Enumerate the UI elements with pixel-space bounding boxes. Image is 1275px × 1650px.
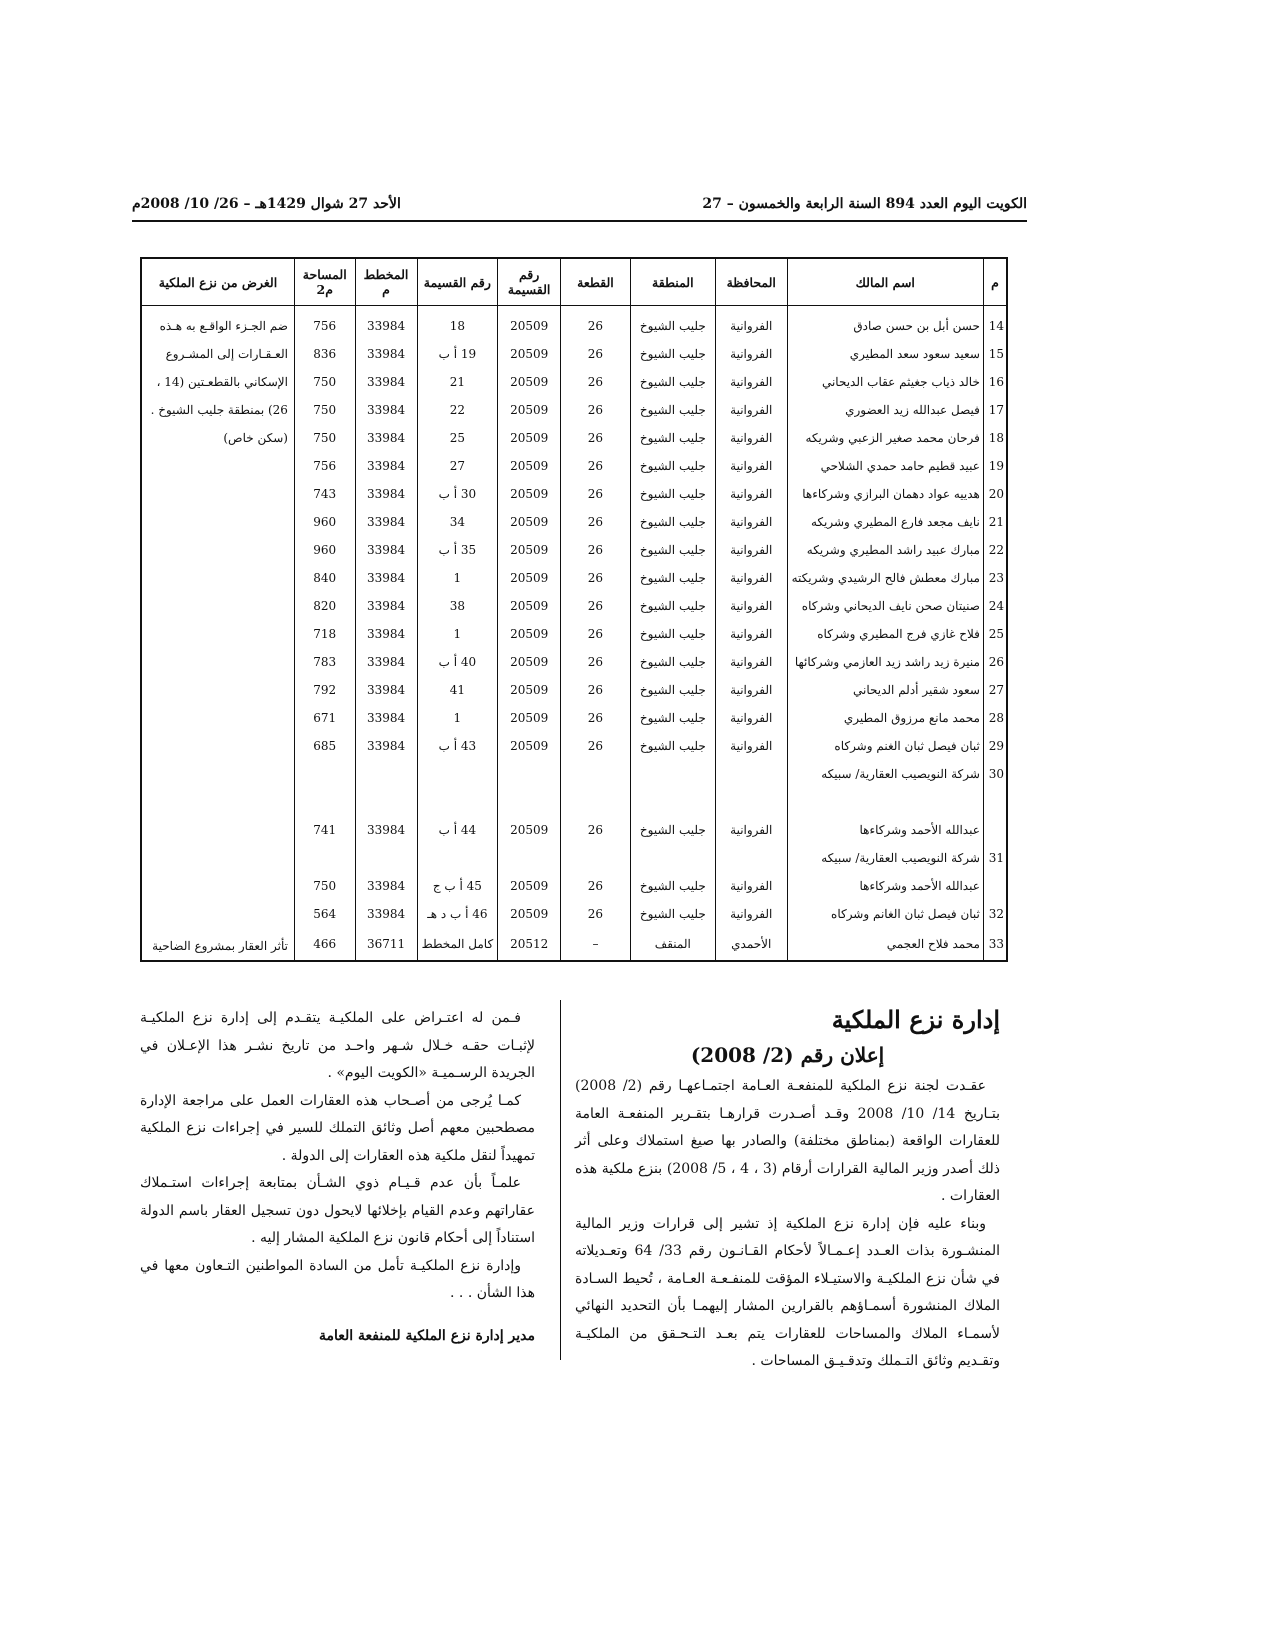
owner-name: منيرة زيد راشد زيد العازمي وشركائها	[787, 648, 983, 676]
col-header-space: المساحة م2	[294, 258, 355, 306]
owner-name: سعيد سعود سعد المطيري	[787, 340, 983, 368]
block: 26	[561, 620, 631, 648]
owner-name: مبارك معطش فالح الرشيدي وشريكته	[787, 564, 983, 592]
plot-number: 22	[417, 396, 498, 424]
row-index	[983, 872, 1007, 900]
owner-name: فيصل عبدالله زيد العضوري	[787, 396, 983, 424]
voucher-number: 20509	[498, 592, 561, 620]
space-m2: 840	[294, 564, 355, 592]
row-index: 25	[983, 620, 1007, 648]
governorate	[715, 760, 787, 788]
block: 26	[561, 872, 631, 900]
row-index: 16	[983, 368, 1007, 396]
area: جليب الشيوخ	[630, 620, 715, 648]
owners-table-body	[141, 306, 1007, 962]
col-header-block: القطعة	[561, 258, 631, 306]
voucher-number	[498, 844, 561, 872]
governorate: الفروانية	[715, 480, 787, 508]
voucher-number: 20509	[498, 676, 561, 704]
governorate: الفروانية	[715, 704, 787, 732]
owner-name: ثبان فيصل ثبان الغنم وشركاه	[787, 732, 983, 760]
governorate: الفروانية	[715, 816, 787, 844]
governorate: الفروانية	[715, 452, 787, 480]
notice-paragraph-2: وبناء عليه فإن إدارة نزع الملكية إذ تشير إلى قرارات وزير المالية المنشـورة بذات العـدد إعـمـالاً لأحكام القـانـون رقم 33/ 64 وتعـديلاته في شأن نزع الملكيـة والاستيـلاء المؤقت للمنفـعـة العـامة ، تُحيط السـادة الملاك المنشورة أسمـاؤهم بالقرارين المشار إليهمـا بأن التحديد النهائي لأسمـاء الملاك والمساحات للعقارات يتم بعـد التـحـقق من الملكيـة وتقـديم وثائق التـملك وتدقـيـق المساحات .	[575, 1215, 1000, 1369]
voucher-number: 20509	[498, 424, 561, 452]
notice-left-column	[140, 1005, 535, 1344]
plot-number: 41	[417, 676, 498, 704]
block: 26	[561, 452, 631, 480]
plot-number: 30 أ ب	[417, 480, 498, 508]
plan-number: 33984	[355, 872, 417, 900]
plan-number: 33984	[355, 620, 417, 648]
block: 26	[561, 592, 631, 620]
row-index	[983, 816, 1007, 844]
owner-name: محمد مانع مرزوق المطيري	[787, 704, 983, 732]
space-m2: 743	[294, 480, 355, 508]
owner-name: فرحان محمد صغير الزعبي وشريكه	[787, 424, 983, 452]
col-header-plot: رقم القسيمة	[417, 258, 498, 306]
area: جليب الشيوخ	[630, 732, 715, 760]
space-m2	[294, 788, 355, 816]
row-index: 30	[983, 760, 1007, 788]
owner-name: هدييه عواد دهمان البرازي وشركاءها	[787, 480, 983, 508]
block: 26	[561, 676, 631, 704]
row-index: 23	[983, 564, 1007, 592]
row-index: 20	[983, 480, 1007, 508]
voucher-number: 20509	[498, 564, 561, 592]
block: 26	[561, 396, 631, 424]
plan-number: 33984	[355, 536, 417, 564]
plan-number: 36711	[355, 928, 417, 961]
expropriation-purpose: ضم الجـزء الواقـع به هـذه العـقـارات إلى المشـروع الإسكاني بالقطعـتين (14 ، 26) بمنطقة جليب الشيوخ . (سكن خاص)	[141, 306, 294, 929]
owner-name: صنيتان صحن نايف الديحاني وشركاه	[787, 592, 983, 620]
owner-name: محمد فلاح العجمي	[787, 928, 983, 961]
space-m2: 960	[294, 536, 355, 564]
owner-name: شركة النويصيب العقارية/ سبيكه	[787, 844, 983, 872]
governorate: الفروانية	[715, 340, 787, 368]
space-m2	[294, 844, 355, 872]
plan-number: 33984	[355, 396, 417, 424]
governorate: الفروانية	[715, 732, 787, 760]
plan-number: 33984	[355, 732, 417, 760]
voucher-number	[498, 760, 561, 788]
governorate: الفروانية	[715, 900, 787, 928]
plot-number: 21	[417, 368, 498, 396]
col-header-index: م	[983, 258, 1007, 306]
page-header	[132, 196, 1027, 222]
governorate: الفروانية	[715, 564, 787, 592]
table-header-row	[141, 258, 1007, 306]
block: 26	[561, 536, 631, 564]
row-index: 19	[983, 452, 1007, 480]
plan-number: 33984	[355, 592, 417, 620]
block: 26	[561, 564, 631, 592]
governorate: الفروانية	[715, 620, 787, 648]
voucher-number: 20509	[498, 620, 561, 648]
plot-number: 45 أ ب ج	[417, 872, 498, 900]
plot-number: كامل المخطط	[417, 928, 498, 961]
owner-name: حسن أبل بن حسن صادق	[787, 306, 983, 341]
block: 26	[561, 508, 631, 536]
row-index: 21	[983, 508, 1007, 536]
plot-number: 18	[417, 306, 498, 341]
block: –	[561, 928, 631, 961]
space-m2: 741	[294, 816, 355, 844]
block: 26	[561, 704, 631, 732]
area: جليب الشيوخ	[630, 676, 715, 704]
area: جليب الشيوخ	[630, 508, 715, 536]
col-header-governorate: المحافظة	[715, 258, 787, 306]
col-header-owner: اسم المالك	[787, 258, 983, 306]
header-gazette-issue: الكويت اليوم العدد 894 السنة الرابعة والخمسون – 27	[702, 196, 1027, 212]
plot-number: 19 أ ب	[417, 340, 498, 368]
space-m2: 750	[294, 368, 355, 396]
area	[630, 760, 715, 788]
plan-number: 33984	[355, 648, 417, 676]
space-m2: 960	[294, 508, 355, 536]
voucher-number: 20509	[498, 536, 561, 564]
plot-number: 40 أ ب	[417, 648, 498, 676]
governorate: الفروانية	[715, 872, 787, 900]
voucher-number: 20509	[498, 508, 561, 536]
area: جليب الشيوخ	[630, 704, 715, 732]
block: 26	[561, 368, 631, 396]
area: جليب الشيوخ	[630, 536, 715, 564]
voucher-number: 20509	[498, 480, 561, 508]
owner-name: نايف مجعد فارع المطيري وشريكه	[787, 508, 983, 536]
voucher-number: 20509	[498, 306, 561, 341]
plan-number: 33984	[355, 508, 417, 536]
voucher-number: 20509	[498, 396, 561, 424]
voucher-number: 20509	[498, 872, 561, 900]
row-index: 15	[983, 340, 1007, 368]
row-index: 31	[983, 844, 1007, 872]
voucher-number: 20509	[498, 816, 561, 844]
notice-paragraph-1: عقـدت لجنة نزع الملكية للمنفعـة العـامة اجتمـاعهـا رقم (2/ 2008) بتـاريخ 14/ 10/ 2008 وقـد أصـدرت قرارهـا بتقـرير المنفعـة العامة للعقارات الواقعة (بمناطق مختلفة) والصادر بها صيغ استملاك وعلى أثر ذلك أصدر وزير المالية القرارات أرقام (3 ، 4 ، 5/ 2008) بنزع ملكية هذه العقارات .	[575, 1078, 1001, 1204]
space-m2: 750	[294, 872, 355, 900]
governorate: الفروانية	[715, 592, 787, 620]
space-m2: 750	[294, 396, 355, 424]
block: 26	[561, 648, 631, 676]
space-m2: 750	[294, 424, 355, 452]
plan-number: 33984	[355, 816, 417, 844]
governorate: الفروانية	[715, 306, 787, 341]
owners-table	[140, 257, 1008, 962]
area	[630, 788, 715, 816]
owner-name: عبدالله الأحمد وشركاءها	[787, 816, 983, 844]
expropriation-purpose-last: تأثر العقار بمشروع الضاحية	[141, 928, 294, 961]
area: جليب الشيوخ	[630, 306, 715, 341]
plot-number: 1	[417, 564, 498, 592]
voucher-number: 20512	[498, 928, 561, 961]
row-index: 22	[983, 536, 1007, 564]
plan-number: 33984	[355, 306, 417, 341]
row-index: 18	[983, 424, 1007, 452]
space-m2: 671	[294, 704, 355, 732]
governorate: الفروانية	[715, 396, 787, 424]
notice-paragraph-6: وإدارة نزع الملكيـة تأمل من السادة المواطنين التـعاون معها في هذا الشأن . . .	[140, 1257, 535, 1301]
owner-name: شركة النويصيب العقارية/ سبيكه	[787, 760, 983, 788]
plan-number	[355, 844, 417, 872]
plan-number: 33984	[355, 676, 417, 704]
voucher-number: 20509	[498, 704, 561, 732]
row-index: 14	[983, 306, 1007, 341]
block	[561, 788, 631, 816]
table-row	[141, 928, 1007, 961]
plot-number: 25	[417, 424, 498, 452]
governorate: الأحمدي	[715, 928, 787, 961]
plan-number: 33984	[355, 368, 417, 396]
block: 26	[561, 816, 631, 844]
space-m2: 836	[294, 340, 355, 368]
area: جليب الشيوخ	[630, 564, 715, 592]
plot-number: 38	[417, 592, 498, 620]
plot-number: 27	[417, 452, 498, 480]
plot-number: 44 أ ب	[417, 816, 498, 844]
row-index: 27	[983, 676, 1007, 704]
block	[561, 844, 631, 872]
col-header-plan: المخطط م	[355, 258, 417, 306]
block: 26	[561, 480, 631, 508]
plan-number: 33984	[355, 900, 417, 928]
voucher-number: 20509	[498, 340, 561, 368]
table-row	[141, 306, 1007, 341]
space-m2: 820	[294, 592, 355, 620]
notice-number: إعلان رقم (2/ 2008)	[690, 1043, 885, 1067]
area: جليب الشيوخ	[630, 396, 715, 424]
governorate: الفروانية	[715, 648, 787, 676]
area: جليب الشيوخ	[630, 592, 715, 620]
plot-number	[417, 760, 498, 788]
block	[561, 760, 631, 788]
governorate: الفروانية	[715, 508, 787, 536]
row-index: 26	[983, 648, 1007, 676]
row-index: 28	[983, 704, 1007, 732]
row-index: 17	[983, 396, 1007, 424]
plot-number: 34	[417, 508, 498, 536]
governorate	[715, 788, 787, 816]
row-index: 24	[983, 592, 1007, 620]
plot-number	[417, 788, 498, 816]
signature: مدير إدارة نزع الملكية للمنفعة العامة	[318, 1327, 535, 1344]
voucher-number	[498, 788, 561, 816]
space-m2: 718	[294, 620, 355, 648]
area: جليب الشيوخ	[630, 340, 715, 368]
plot-number: 1	[417, 704, 498, 732]
area: جليب الشيوخ	[630, 648, 715, 676]
owner-name: عبدالله الأحمد وشركاءها	[787, 872, 983, 900]
owner-name: خالد ذياب جغيثم عقاب الديحاني	[787, 368, 983, 396]
voucher-number: 20509	[498, 452, 561, 480]
area: جليب الشيوخ	[630, 816, 715, 844]
row-index	[983, 788, 1007, 816]
area: جليب الشيوخ	[630, 424, 715, 452]
plan-number: 33984	[355, 340, 417, 368]
plan-number: 33984	[355, 480, 417, 508]
header-date: الأحد 27 شوال 1429هـ – 26/ 10/ 2008م	[132, 196, 401, 212]
space-m2: 792	[294, 676, 355, 704]
owner-name: فلاح غازي فرج المطيري وشركاه	[787, 620, 983, 648]
space-m2: 783	[294, 648, 355, 676]
block: 26	[561, 340, 631, 368]
area: المنقف	[630, 928, 715, 961]
area: جليب الشيوخ	[630, 452, 715, 480]
space-m2: 564	[294, 900, 355, 928]
plot-number: 46 أ ب د هـ	[417, 900, 498, 928]
notice-paragraph-5: علمـاً بأن عدم قـيـام ذوي الشـأن بمتابعة إجراءات استـملاك عقاراتهم وعدم القيام بإخلائها لايحول دون تسجيل العقار باسم الدولة استناداً إلى أحكام قانون نزع الملكية المشار إليه .	[140, 1175, 535, 1246]
plan-number: 33984	[355, 452, 417, 480]
notice-right-column	[575, 1005, 1000, 1376]
owner-name: سعود شقير أدلم الديحاني	[787, 676, 983, 704]
block: 26	[561, 900, 631, 928]
col-header-voucher: رقم القسيمة	[498, 258, 561, 306]
owner-name: مبارك عبيد راشد المطيري وشريكه	[787, 536, 983, 564]
space-m2: 756	[294, 306, 355, 341]
plot-number: 1	[417, 620, 498, 648]
plan-number: 33984	[355, 424, 417, 452]
section-title: إدارة نزع الملكية	[831, 1005, 1000, 1034]
governorate: الفروانية	[715, 676, 787, 704]
plot-number: 43 أ ب	[417, 732, 498, 760]
col-header-purpose: الغرض من نزع الملكية	[141, 258, 294, 306]
area	[630, 844, 715, 872]
governorate	[715, 844, 787, 872]
notice-paragraph-4: كمـا يُرجى من أصـحاب هذه العقارات العمل على مراجعة الإدارة مصطحبين معهم أصل وثائق التملك للسير في إجراءات نزع الملكية تمهيداً لنقل ملكية هذه العقارات إلى الدولة .	[140, 1092, 535, 1164]
governorate: الفروانية	[715, 368, 787, 396]
owner-name	[787, 788, 983, 816]
space-m2: 756	[294, 452, 355, 480]
space-m2: 466	[294, 928, 355, 961]
owner-name: ثبان فيصل ثبان الغانم وشركاه	[787, 900, 983, 928]
area: جليب الشيوخ	[630, 900, 715, 928]
governorate: الفروانية	[715, 424, 787, 452]
plot-number: 35 أ ب	[417, 536, 498, 564]
plan-number: 33984	[355, 704, 417, 732]
area: جليب الشيوخ	[630, 872, 715, 900]
plan-number	[355, 788, 417, 816]
block: 26	[561, 306, 631, 341]
row-index: 29	[983, 732, 1007, 760]
voucher-number: 20509	[498, 648, 561, 676]
voucher-number: 20509	[498, 900, 561, 928]
owner-name: عبيد قطيم حامد حمدي الشلاحي	[787, 452, 983, 480]
space-m2: 685	[294, 732, 355, 760]
area: جليب الشيوخ	[630, 480, 715, 508]
column-divider	[560, 1000, 561, 1360]
plot-number	[417, 844, 498, 872]
plan-number	[355, 760, 417, 788]
block: 26	[561, 424, 631, 452]
col-header-area: المنطقة	[630, 258, 715, 306]
plan-number: 33984	[355, 564, 417, 592]
row-index: 33	[983, 928, 1007, 961]
area: جليب الشيوخ	[630, 368, 715, 396]
voucher-number: 20509	[498, 368, 561, 396]
row-index: 32	[983, 900, 1007, 928]
governorate: الفروانية	[715, 536, 787, 564]
space-m2	[294, 760, 355, 788]
notice-paragraph-3: فـمن له اعتـراض على الملكيـة يتقـدم إلى إدارة نزع الملكيـة لإثبـات حقـه خـلال شـهر واحـد من تاريخ نشـر هذا الإعـلان في الجريدة الرسـميـة «الكويت اليوم» .	[140, 1010, 535, 1081]
voucher-number: 20509	[498, 732, 561, 760]
block: 26	[561, 732, 631, 760]
